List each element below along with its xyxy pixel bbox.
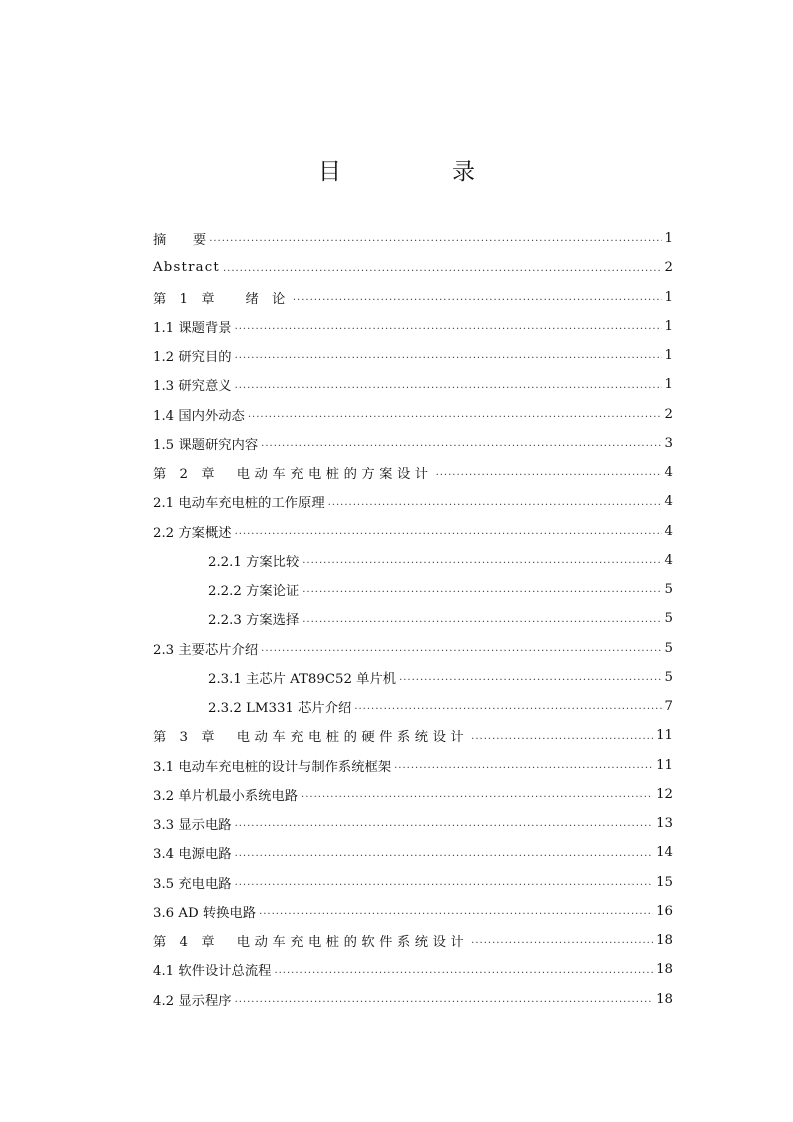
toc-entry[interactable] <box>153 517 673 546</box>
toc-dot-leader <box>261 437 661 449</box>
toc-entry-label: 3.5 充电电路 <box>153 876 232 892</box>
toc-entry-label: 2.3.1 主芯片 AT89C52 单片机 <box>208 671 397 687</box>
toc-entry-label: Abstract <box>153 260 220 276</box>
toc-dot-leader <box>235 349 662 361</box>
toc-dot-leader <box>248 408 662 420</box>
toc-entry-label: 4.2 显示程序 <box>153 993 232 1009</box>
toc-page-number: 7 <box>664 699 673 715</box>
toc-dot-leader <box>235 993 654 1005</box>
toc-entry[interactable] <box>153 751 673 780</box>
toc-entry-label: 1.2 研究目的 <box>153 350 232 366</box>
toc-entry-label: 2.3 主要芯片介绍 <box>153 642 259 658</box>
toc-dot-leader <box>302 554 661 566</box>
toc-page-number: 4 <box>664 465 673 481</box>
toc-dot-leader <box>261 642 661 654</box>
toc-entry[interactable] <box>153 692 673 721</box>
toc-entry-label: 2.2.3 方案选择 <box>208 613 300 629</box>
toc-dot-leader <box>235 379 662 391</box>
toc-page-number: 18 <box>656 933 673 949</box>
toc-page-number: 2 <box>664 260 673 276</box>
toc-entry-label: 3.4 电源电路 <box>153 847 232 863</box>
toc-page-number: 16 <box>656 903 673 919</box>
toc-entry[interactable] <box>153 575 673 604</box>
toc-dot-leader <box>235 817 654 829</box>
toc-dot-leader <box>301 788 653 800</box>
toc-dot-leader <box>259 905 653 917</box>
toc-entry[interactable] <box>153 458 673 487</box>
toc-entry[interactable] <box>153 253 673 282</box>
toc-dot-leader <box>436 466 662 478</box>
toc-page-number: 1 <box>664 377 673 393</box>
toc-entry[interactable] <box>153 926 673 955</box>
toc-entry-label: 3.6 AD 转换电路 <box>153 905 257 921</box>
toc-entry[interactable] <box>153 868 673 897</box>
toc-entry[interactable] <box>153 809 673 838</box>
toc-entry[interactable] <box>153 312 673 341</box>
table-of-contents <box>153 224 673 1014</box>
toc-dot-leader <box>471 730 653 742</box>
toc-entry[interactable] <box>153 283 673 312</box>
toc-title: 目 录 <box>318 159 519 185</box>
toc-entry[interactable] <box>153 955 673 984</box>
toc-dot-leader <box>235 847 654 859</box>
toc-page-number: 11 <box>656 728 673 744</box>
toc-page-number: 3 <box>664 435 673 451</box>
toc-entry-label: 1.5 课题研究内容 <box>153 437 259 453</box>
toc-dot-leader <box>235 525 662 537</box>
toc-entry-label: 摘 要 <box>153 233 207 249</box>
toc-entry[interactable] <box>153 487 673 516</box>
toc-page-number: 18 <box>656 962 673 978</box>
toc-page-number: 4 <box>664 494 673 510</box>
toc-page-number: 15 <box>656 874 673 890</box>
toc-entry-label: 第 1 章 绪 论 <box>153 291 290 307</box>
toc-entry[interactable] <box>153 897 673 926</box>
toc-dot-leader <box>328 496 662 508</box>
toc-page-number: 18 <box>656 991 673 1007</box>
toc-dot-leader <box>274 964 653 976</box>
toc-entry-label: 2.2 方案概述 <box>153 525 232 541</box>
toc-page-number: 4 <box>664 552 673 568</box>
toc-entry-label: 3.3 显示电路 <box>153 818 232 834</box>
toc-page-number: 1 <box>664 289 673 305</box>
toc-entry[interactable] <box>153 400 673 429</box>
toc-entry-label: 第 3 章 电动车充电桩的硬件系统设计 <box>153 730 469 746</box>
toc-entry-label: 1.4 国内外动态 <box>153 408 245 424</box>
toc-page-number: 5 <box>664 669 673 685</box>
toc-page-number: 5 <box>664 582 673 598</box>
toc-entry-label: 4.1 软件设计总流程 <box>153 964 272 980</box>
toc-entry-label: 1.3 研究意义 <box>153 379 232 395</box>
toc-entry[interactable] <box>153 546 673 575</box>
toc-entry[interactable] <box>153 429 673 458</box>
toc-dot-leader <box>399 671 661 683</box>
toc-page-number: 12 <box>656 786 673 802</box>
toc-dot-leader <box>223 262 662 274</box>
toc-entry-label: 3.2 单片机最小系统电路 <box>153 788 299 804</box>
toc-entry[interactable] <box>153 370 673 399</box>
toc-entry[interactable] <box>153 838 673 867</box>
toc-dot-leader <box>302 583 661 595</box>
toc-entry[interactable] <box>153 721 673 750</box>
toc-entry-label: 2.3.2 LM331 芯片介绍 <box>208 701 352 717</box>
toc-dot-leader <box>354 700 661 712</box>
toc-entry[interactable] <box>153 634 673 663</box>
toc-dot-leader <box>471 934 653 946</box>
toc-entry-label: 2.1 电动车充电桩的工作原理 <box>153 496 325 512</box>
toc-entry[interactable] <box>153 224 673 253</box>
toc-entry[interactable] <box>153 780 673 809</box>
toc-page-number: 13 <box>656 816 673 832</box>
toc-dot-leader <box>235 320 662 332</box>
toc-entry[interactable] <box>153 663 673 692</box>
toc-dot-leader <box>302 613 661 625</box>
toc-page-number: 11 <box>656 757 673 773</box>
toc-entry[interactable] <box>153 604 673 633</box>
toc-entry-label: 第 2 章 电动车充电桩的方案设计 <box>153 467 433 483</box>
toc-page-number: 1 <box>664 231 673 247</box>
toc-page-number: 1 <box>664 318 673 334</box>
toc-entry-label: 1.1 课题背景 <box>153 320 232 336</box>
toc-entry[interactable] <box>153 341 673 370</box>
toc-entry-label: 第 4 章 电动车充电桩的软件系统设计 <box>153 935 469 951</box>
toc-entry-label: 2.2.2 方案论证 <box>208 584 300 600</box>
toc-dot-leader <box>209 232 661 244</box>
toc-page-number: 4 <box>664 523 673 539</box>
toc-entry[interactable] <box>153 985 673 1014</box>
toc-dot-leader <box>293 291 662 303</box>
toc-entry-label: 3.1 电动车充电桩的设计与制作系统框架 <box>153 759 392 775</box>
toc-entry-label: 2.2.1 方案比较 <box>208 554 300 570</box>
toc-dot-leader <box>394 759 653 771</box>
toc-page-number: 2 <box>664 406 673 422</box>
toc-page-number: 1 <box>664 348 673 364</box>
toc-page-number: 14 <box>656 845 673 861</box>
toc-dot-leader <box>235 876 654 888</box>
toc-page-number: 5 <box>664 611 673 627</box>
toc-page-number: 5 <box>664 640 673 656</box>
